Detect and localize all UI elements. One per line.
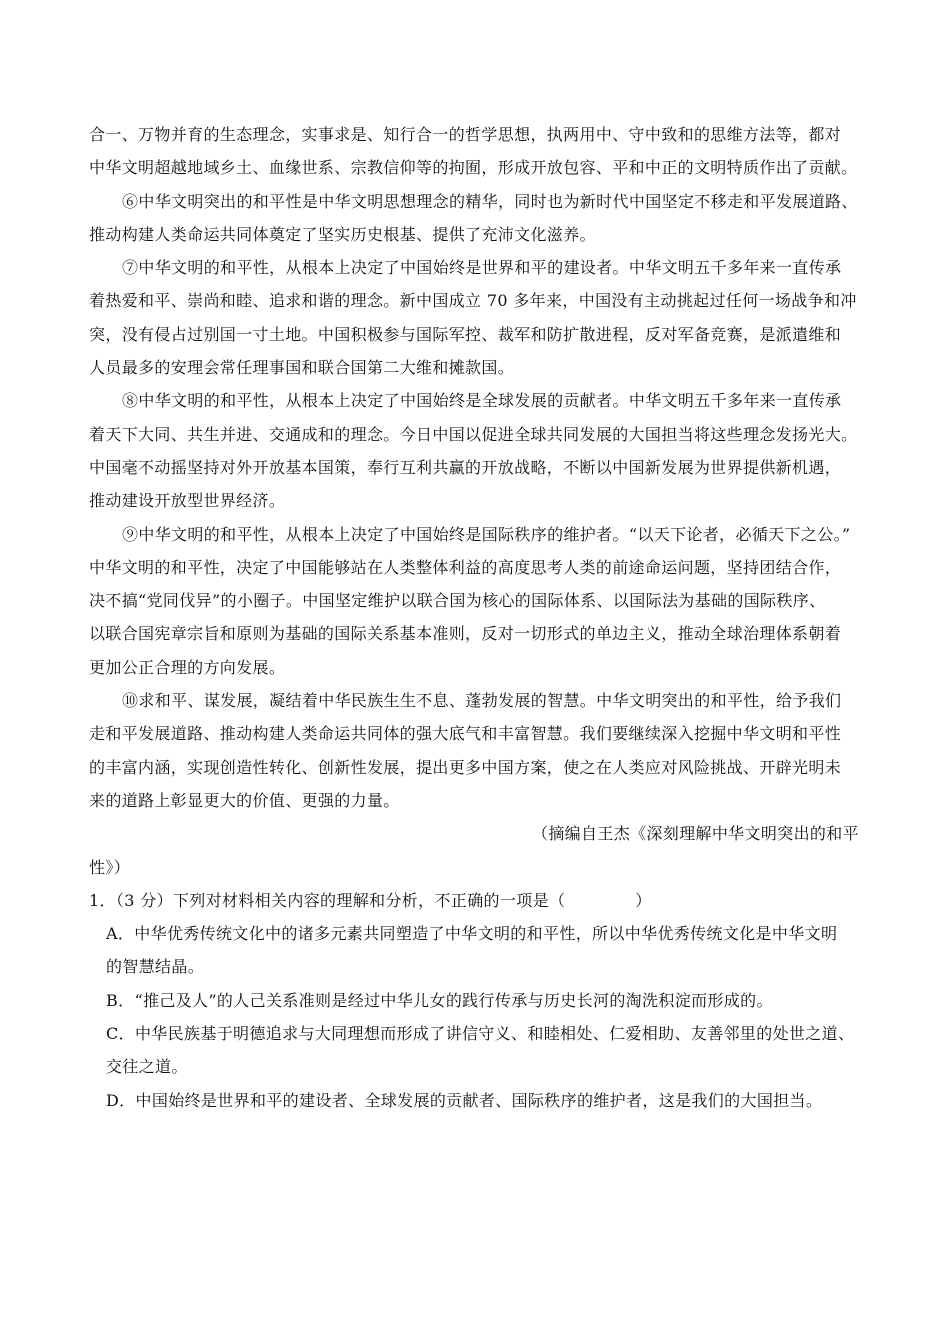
text-line: 以联合国宪章宗旨和原则为基础的国际关系基本准则，反对一切形式的单边主义，推动全球治理体系朝着 <box>89 624 842 644</box>
text-line: 推动建设开放型世界经济。 <box>89 491 286 511</box>
text-line: 突，没有侵占过别国一寸土地。中国积极参与国际军控、裁军和防扩散进程，反对军备竞赛，是派遣维和 <box>89 324 842 344</box>
text-line: 的丰富内涵，实现创造性转化、创新性发展，提出更多中国方案，使之在人类应对风险挑战、开辟光明未 <box>89 757 842 777</box>
text-line: 走和平发展道路、推动构建人类命运共同体的强大底气和丰富智慧。我们要继续深入挖掘中华文明和平性 <box>89 724 842 744</box>
text-line: ⑨中华文明的和平性，从根本上决定了中国始终是国际秩序的维护者。“以天下论者，必循天下之公。” <box>122 524 851 544</box>
text-line: ⑩求和平、谋发展，凝结着中华民族生生不息、蓬勃发展的智慧。中华文明突出的和平性，给予我们 <box>122 691 842 711</box>
citation-line: （摘编自王杰《深刻理解中华文明突出的和平 <box>531 824 859 844</box>
paragraph-7 <box>89 251 861 384</box>
text-line: 来的道路上彰显更大的价值、更强的力量。 <box>89 790 400 810</box>
question-1 <box>89 884 861 1117</box>
text-line: 着天下大同、共生并进、交通成和的理念。今日中国以促进全球共同发展的大国担当将这些理念发扬光大。 <box>89 424 858 444</box>
text-line: ⑥中华文明突出的和平性是中华文明思想理念的精华，同时也为新时代中国坚定不移走和平发展道路、 <box>122 191 858 211</box>
option-a-continued: 的智慧结晶。 <box>106 957 205 977</box>
paragraph-continuation <box>89 118 861 185</box>
option-c: C．中华民族基于明德追求与大同理想而形成了讲信守义、和睦相处、仁爱相助、友善邻里的处世之道、 <box>106 1024 855 1044</box>
source-citation <box>89 817 861 884</box>
text-line: 人员最多的安理会常任理事国和联合国第二大维和摊款国。 <box>89 358 515 378</box>
paragraph-6 <box>89 185 861 252</box>
option-b: B．“推己及人”的人己关系准则是经过中华儿女的践行传承与历史长河的淘洗积淀而形成的。 <box>106 990 773 1010</box>
paragraph-9 <box>89 518 861 684</box>
question-stem <box>89 884 861 917</box>
citation-line: 性》） <box>89 857 131 877</box>
option-d: D．中国始终是世界和平的建设者、全球发展的贡献者、国际秩序的维护者，这是我们的大国担当。 <box>106 1090 823 1110</box>
question-stem-suffix: ） <box>635 890 652 910</box>
text-line: 中华文明超越地域乡土、血缘世系、宗教信仰等的拘囿，形成开放包容、平和中正的文明特质作出了贡献。 <box>89 158 858 178</box>
text-line: 合一、万物并育的生态理念，实事求是、知行合一的哲学思想，执两用中、守中致和的思维方法等，都对 <box>89 125 842 144</box>
option-c-continued: 交往之道。 <box>106 1057 188 1077</box>
text-line: ⑧中华文明的和平性，从根本上决定了中国始终是全球发展的贡献者。中华文明五千多年来一直传承 <box>122 391 842 411</box>
paragraph-10 <box>89 684 861 817</box>
question-stem-prefix: 1．（3 分）下列对材料相关内容的理解和分析，不正确的一项是（ <box>89 890 566 910</box>
text-line: 决不搞“党同伐异”的小圈子。中国坚定维护以联合国为核心的国际体系、以国际法为基础的国际秩序、 <box>89 591 826 611</box>
paragraph-8 <box>89 384 861 517</box>
text-line: 更加公正合理的方向发展。 <box>89 657 286 677</box>
text-line: 着热爱和平、崇尚和睦、追求和谐的理念。新中国成立 70 多年来，中国没有主动挑起过任何一场战争和冲 <box>89 291 857 311</box>
text-line: 推动构建人类命运共同体奠定了坚实历史根基、提供了充沛文化滋养。 <box>89 224 596 244</box>
document-page <box>89 118 861 1117</box>
text-line: 中国毫不动摇坚持对外开放基本国策，奉行互利共赢的开放战略，不断以中国新发展为世界提供新机遇， <box>89 457 842 477</box>
text-line: ⑦中华文明的和平性，从根本上决定了中国始终是世界和平的建设者。中华文明五千多年来一直传承 <box>122 258 842 278</box>
text-line: 中华文明的和平性，决定了中国能够站在人类整体利益的高度思考人类的前途命运问题，坚持团结合作， <box>89 557 842 577</box>
option-a: A．中华优秀传统文化中的诸多元素共同塑造了中华文明的和平性，所以中华优秀传统文化是中华文明 <box>106 924 838 944</box>
